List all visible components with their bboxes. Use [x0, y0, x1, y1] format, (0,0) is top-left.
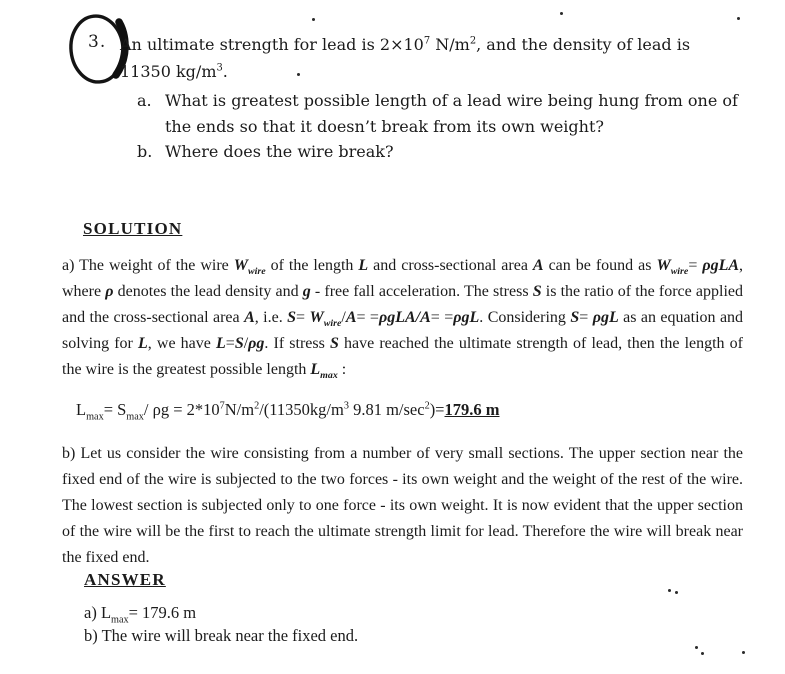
scan-speck — [695, 646, 698, 649]
problem-statement: An ultimate strength for lead is $2\times 10^7$ $N/m^2$, and the density of lead is 11350 $kg/m^3$. — [120, 35, 691, 81]
problem-number: 3. — [88, 32, 107, 52]
solution-formula: $L_{max}= S_{max}/$ $\rho g = 2*10^7N/m^2/(11350kg/m^3$ 9.81 $m/\sec^2)=179.6$ m — [76, 400, 500, 423]
scan-speck — [742, 651, 745, 654]
scan-speck — [312, 18, 315, 21]
solution-paragraph-b: b) Let us consider the wire consisting from a number of very small sections. The upper section near the fixed end of the wire is subjected to the two forces - its own weight and the weight of the rest of the wire. The lowest section is subjected only to one force - its own weight. It is now evident that the upper section of the wire will be the first to reach the ultimate strength limit for lead. Therefore the wire will break near the fixed end. — [62, 445, 743, 566]
scan-speck — [297, 73, 300, 76]
answer-line-b: b) The wire will break near the fixed end. — [84, 626, 359, 645]
scan-speck — [701, 652, 704, 655]
question-item-b — [137, 139, 743, 165]
solution-paragraph-a: a) The weight of the wire $W_{wire}$ of the length L and cross-sectional area A can be found as $W_{wire}= \rho gLA$, where ρ denotes the lead density and g - free fall acceleration. The stress S is the ratio of the force applied and the cross-sectional area A, i.e. $S= W_{wire}/A= =\rho gLA/A= =\rho gL$. Considering S= ρgL as an equation and solving for L, we have L=S/ρg. If stress S have reached the ultimate strength of lead, then the length of the wire is the greatest possible length $L_{max}$ : — [62, 257, 744, 382]
question-text-b: Where does the wire break? — [165, 142, 394, 161]
question-label-b: b. — [137, 142, 153, 161]
question-label-a: a. — [137, 91, 152, 110]
scan-speck — [560, 12, 563, 15]
scan-speck — [668, 589, 671, 592]
question-text-a: What is greatest possible length of a lead wire being hung from one of the ends so that it doesn’t break from its own weight? — [165, 91, 738, 136]
answer-heading: ANSWER — [84, 570, 166, 589]
solution-heading: SOLUTION — [83, 219, 183, 238]
answer-line-a: a) $L_{max}= 179.6$ m — [84, 603, 197, 626]
scan-speck — [675, 591, 678, 594]
question-item-a — [137, 88, 743, 140]
scan-speck — [737, 17, 740, 20]
